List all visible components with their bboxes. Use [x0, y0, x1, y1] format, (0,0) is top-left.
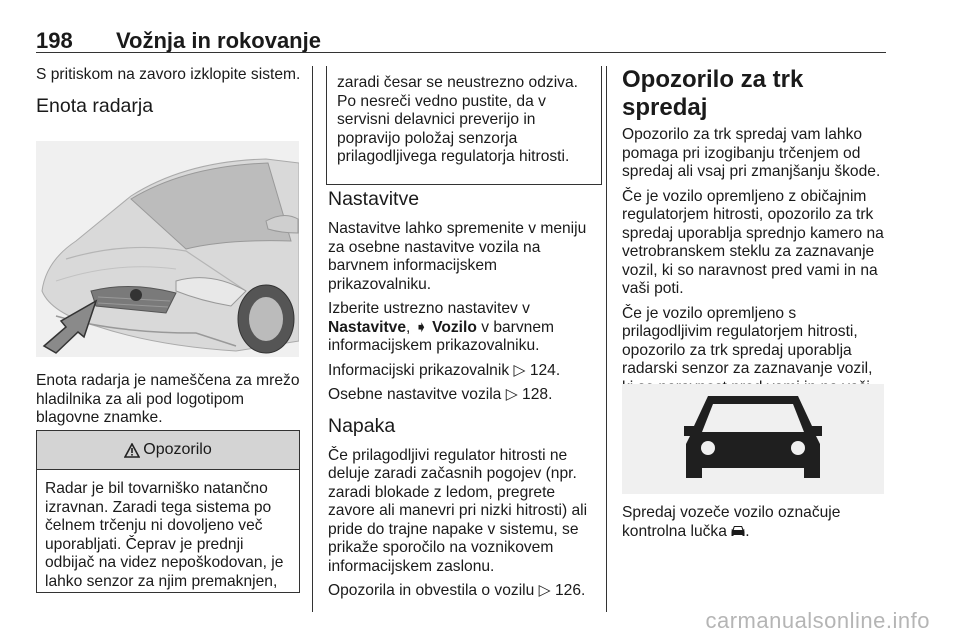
radar-caption — [36, 372, 304, 434]
intro-text: S pritiskom na zavoro izklopite sistem. — [36, 66, 301, 83]
menu-path-vehicle: Vozilo — [432, 318, 477, 336]
ref-info-display-text: Informacijski prikazovalnik — [328, 361, 510, 379]
warning-box-header — [37, 430, 299, 470]
column-3 — [622, 66, 888, 422]
ref-personal-settings-text: Osebne nastavitve vozila — [328, 386, 502, 403]
settings-select-text — [328, 300, 594, 356]
page-number: 198 — [36, 28, 73, 53]
fault-text: Če prilagodljivi regulator hitrosti ne deluje zaradi začasnih pogojev (npr. zaradi blokade z ledom, pregrete zavore ali manevri pri nizki hitrosti) ali pride do trajne napake v sistemu, se prikaže sporočilo na voznikovem informacijskem zaslonu. — [328, 446, 588, 575]
fcw-caption — [622, 504, 888, 547]
settings-select-lead: Izberite ustrezno nastavitev v — [328, 300, 530, 317]
radar-caption-text: Enota radarja je nameščena za mrežo hladilnika za ali pod logotipom blagovne znamke. — [36, 372, 300, 426]
page-header — [36, 28, 321, 54]
fcw-paragraph-2: Če je vozilo opremljeno z običajnim regulatorjem hitrosti, opozorilo za trk spredaj uporablja sprednjo kamero na vetrobranskem steklu za zaznavanje vozil, ki so naravnost pred vami in na vaši poti. — [622, 187, 884, 297]
warning-title: Opozorilo — [143, 441, 212, 458]
column-divider-left — [312, 66, 313, 612]
car-front-icon — [622, 384, 884, 494]
column-2 — [328, 178, 594, 607]
ref-warnings — [328, 582, 594, 601]
header-rule — [36, 52, 886, 53]
radar-unit-car-illustration — [36, 141, 299, 357]
page-title: Vožnja in rokovanje — [116, 28, 321, 53]
warning-text: Radar je bil tovarniško natančno izravnan. Zaradi tega sistema po čelnem trčenju ni dovoljeno več uporabljati. Čeprav je prednji odbijač na videz nepoškodovan, je lahko senzor za njim premaknjen, — [45, 480, 284, 590]
settings-text: Nastavitve lahko spremenite v meniju za osebne nastavitve vozila na barvnem informacijskem prikazovalniku. — [328, 220, 587, 293]
ref-personal-settings — [328, 386, 594, 405]
ref-info-display-page: 124. — [529, 361, 561, 379]
fcw-paragraph-3: Če je vozilo opremljeno s prilagodljivim regulatorjem hitrosti, opozorilo za trk spredaj uporablja radarski senzor za zaznavanje vozil, — [622, 304, 873, 377]
page-reference-icon: ▷ — [538, 582, 551, 599]
fcw-caption-main: Spredaj vozeče vozilo označuje kontrolna lučka — [622, 504, 841, 540]
section-heading-fault: Napaka — [328, 414, 396, 437]
warning-triangle-icon — [124, 443, 140, 458]
car-front-icon — [731, 525, 745, 537]
column-divider-right — [606, 66, 607, 612]
fcw-caption-end: . — [745, 522, 750, 540]
ref-info-display — [328, 362, 594, 381]
settings-select-tail: v barvnem informacijskem prikazovalniku. — [328, 318, 555, 354]
fcw-paragraph-1: Opozorilo za trk spredaj vam lahko pomaga pri izogibanju trčenjem od spredaj ali vsaj pri zmanjšanju škode. — [622, 126, 881, 180]
menu-path-settings: Nastavitve — [328, 318, 407, 336]
ref-warnings-page: 126. — [554, 582, 586, 599]
ref-warnings-text: Opozorila in obvestila o vozilu — [328, 582, 535, 599]
page-reference-icon: ▷ — [513, 361, 526, 379]
section-heading-forward-collision: Opozorilo za trk spredaj — [622, 66, 804, 121]
watermark: carmanualsonline.info — [705, 608, 930, 633]
menu-path-separator: , — [406, 318, 415, 336]
warning-box — [36, 430, 300, 593]
warning-continued-text: zaradi česar se neustrezno odziva. Po nesreči vedno pustite, da v servisni delavnici preverijo in popravijo položaj senzorja prilagodljivega regulatorja hitrosti. — [337, 74, 578, 165]
menu-arrow-icon: ➧ — [414, 318, 428, 336]
warning-continued-box — [326, 66, 602, 185]
section-heading-settings: Nastavitve — [328, 188, 420, 210]
ref-personal-settings-page: 128. — [522, 386, 553, 403]
section-heading-radar: Enota radarja — [36, 94, 154, 117]
page-reference-icon: ▷ — [505, 386, 518, 403]
column-1 — [36, 66, 302, 127]
fcw-caption-text — [622, 504, 888, 541]
